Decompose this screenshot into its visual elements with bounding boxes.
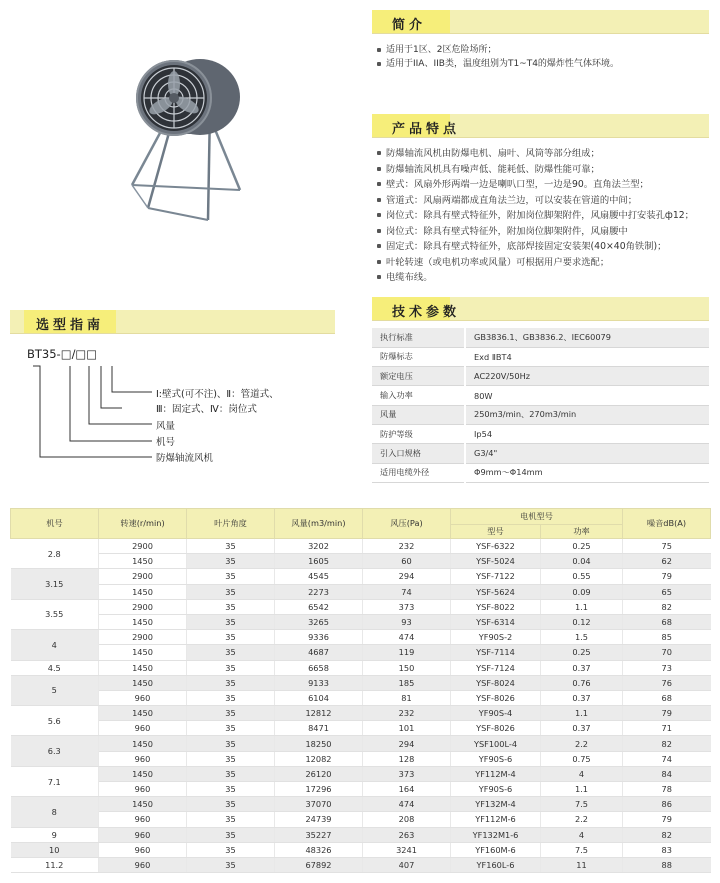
table-row [11, 569, 711, 584]
cell-angle: 35 [187, 569, 275, 584]
guide-label-model: 机号 [156, 437, 176, 448]
cell-flow: 9336 [275, 630, 363, 645]
cell-pressure: 474 [363, 797, 451, 812]
cell-power: 4 [541, 766, 623, 781]
cell-noise: 85 [623, 630, 711, 645]
cell-flow: 35227 [275, 827, 363, 842]
cell-power: 11 [541, 857, 623, 872]
cell-model: 4.5 [11, 660, 99, 675]
table-row [11, 690, 711, 705]
cell-pressure: 101 [363, 721, 451, 736]
cell-type: YSF-6314 [451, 614, 541, 629]
cell-pressure: 474 [363, 630, 451, 645]
col-flow: 风量(m3/min) [275, 509, 363, 539]
cell-model: 5 [11, 675, 99, 705]
cell-speed: 2900 [99, 569, 187, 584]
cell-speed: 960 [99, 690, 187, 705]
cell-noise: 73 [623, 660, 711, 675]
tech-row [372, 405, 709, 424]
table-row [11, 721, 711, 736]
cell-flow: 3265 [275, 614, 363, 629]
cell-power: 0.76 [541, 675, 623, 690]
cell-type: YSF100L-4 [451, 736, 541, 751]
cell-type: YSF-8022 [451, 599, 541, 614]
model-code: BT35-□/□□ [27, 347, 98, 361]
feature-item: 壁式：风扇外形两端一边是喇叭口型，一边是90。直角法兰型； [376, 177, 694, 193]
cell-power: 0.37 [541, 690, 623, 705]
tech-row [372, 367, 709, 386]
cell-power: 0.12 [541, 614, 623, 629]
cell-angle: 35 [187, 721, 275, 736]
cell-pressure: 119 [363, 645, 451, 660]
tech-row [372, 444, 709, 463]
tech-title: 技术参数 [392, 305, 461, 320]
intro-item: 适用于IIA、IIB类，温度组别为T1~T4的爆炸性气体环境。 [376, 57, 619, 71]
cell-noise: 88 [623, 857, 711, 872]
cell-noise: 79 [623, 569, 711, 584]
tech-row [372, 328, 709, 347]
table-row [11, 706, 711, 721]
tech-value: Φ9mm～Φ14mm [465, 463, 709, 482]
cell-model: 6.3 [11, 736, 99, 766]
cell-speed: 1450 [99, 797, 187, 812]
table-row [11, 660, 711, 675]
feature-item: 岗位式：除具有壁式特征外，附加岗位脚架附件，风扇腰中 [376, 224, 694, 240]
cell-power: 0.37 [541, 721, 623, 736]
cell-speed: 960 [99, 827, 187, 842]
cell-type: YF112M-6 [451, 812, 541, 827]
tech-key: 防爆标志 [372, 347, 465, 366]
tech-row [372, 463, 709, 482]
guide-label-flow: 风量 [156, 421, 176, 432]
cell-flow: 37070 [275, 797, 363, 812]
cell-type: YSF-7114 [451, 645, 541, 660]
guide-label-product: 防爆轴流风机 [156, 453, 214, 464]
cell-noise: 79 [623, 706, 711, 721]
tech-key: 风量 [372, 405, 465, 424]
tech-value: Ip54 [465, 424, 709, 443]
cell-noise: 74 [623, 751, 711, 766]
cell-angle: 35 [187, 797, 275, 812]
table-row [11, 857, 711, 872]
cell-speed: 2900 [99, 599, 187, 614]
cell-flow: 48326 [275, 842, 363, 857]
cell-power: 0.25 [541, 539, 623, 554]
tech-value: 80W [465, 386, 709, 405]
cell-speed: 960 [99, 857, 187, 872]
cell-flow: 4687 [275, 645, 363, 660]
cell-speed: 1450 [99, 584, 187, 599]
table-row [11, 827, 711, 842]
cell-angle: 35 [187, 630, 275, 645]
cell-pressure: 407 [363, 857, 451, 872]
cell-angle: 35 [187, 675, 275, 690]
cell-angle: 35 [187, 782, 275, 797]
cell-power: 2.2 [541, 812, 623, 827]
table-row [11, 751, 711, 766]
cell-pressure: 3241 [363, 842, 451, 857]
cell-model: 2.8 [11, 539, 99, 569]
cell-noise: 70 [623, 645, 711, 660]
cell-speed: 2900 [99, 630, 187, 645]
cell-pressure: 373 [363, 766, 451, 781]
tech-key: 执行标准 [372, 328, 465, 347]
cell-noise: 68 [623, 690, 711, 705]
cell-power: 7.5 [541, 797, 623, 812]
cell-pressure: 373 [363, 599, 451, 614]
table-row [11, 782, 711, 797]
cell-type: YSF-5624 [451, 584, 541, 599]
cell-pressure: 128 [363, 751, 451, 766]
cell-type: YF90S-4 [451, 706, 541, 721]
cell-noise: 71 [623, 721, 711, 736]
cell-noise: 79 [623, 812, 711, 827]
cell-flow: 6542 [275, 599, 363, 614]
cell-type: YF90S-6 [451, 751, 541, 766]
col-motor-type: 型号 [451, 525, 541, 539]
tech-value: Exd ⅡBT4 [465, 347, 709, 366]
cell-model: 4 [11, 630, 99, 660]
cell-type: YF90S-6 [451, 782, 541, 797]
cell-power: 1.5 [541, 630, 623, 645]
cell-angle: 35 [187, 554, 275, 569]
cell-angle: 35 [187, 812, 275, 827]
cell-noise: 82 [623, 599, 711, 614]
performance-table-wrap [10, 508, 710, 873]
cell-angle: 35 [187, 660, 275, 675]
cell-flow: 1605 [275, 554, 363, 569]
table-row [11, 554, 711, 569]
cell-type: YSF-8026 [451, 721, 541, 736]
tech-value: GB3836.1、GB3836.2、IEC60079 [465, 328, 709, 347]
cell-model: 11.2 [11, 857, 99, 872]
cell-type: YSF-8026 [451, 690, 541, 705]
feature-item: 防爆轴流风机具有噪声低、能耗低、防爆性能可靠； [376, 162, 694, 178]
tech-value: 250m3/min、270m3/min [465, 405, 709, 424]
guide-label-type-2: Ⅲ：固定式、Ⅳ：岗位式 [156, 404, 257, 415]
cell-noise: 84 [623, 766, 711, 781]
table-row [11, 675, 711, 690]
cell-flow: 26120 [275, 766, 363, 781]
cell-flow: 8471 [275, 721, 363, 736]
cell-speed: 1450 [99, 554, 187, 569]
tech-key: 额定电压 [372, 367, 465, 386]
cell-flow: 12812 [275, 706, 363, 721]
cell-power: 1.1 [541, 706, 623, 721]
tech-key: 适用电缆外径 [372, 463, 465, 482]
cell-power: 4 [541, 827, 623, 842]
tech-header [372, 297, 709, 321]
cell-noise: 82 [623, 736, 711, 751]
table-row [11, 584, 711, 599]
tech-key: 输入功率 [372, 386, 465, 405]
cell-angle: 35 [187, 736, 275, 751]
feature-item: 管道式：风扇两端都成直角法兰边，可以安装在管道的中间； [376, 193, 694, 209]
cell-flow: 12082 [275, 751, 363, 766]
cell-noise: 86 [623, 797, 711, 812]
guide-title: 选型指南 [36, 318, 105, 333]
feature-item: 岗位式：除具有壁式特征外，附加岗位脚架附件，风扇腰中打安装孔ф12； [376, 208, 694, 224]
cell-angle: 35 [187, 614, 275, 629]
col-pressure: 风压(Pa) [363, 509, 451, 539]
cell-type: YSF-6322 [451, 539, 541, 554]
cell-noise: 83 [623, 842, 711, 857]
cell-model: 3.15 [11, 569, 99, 599]
cell-angle: 35 [187, 599, 275, 614]
cell-speed: 1450 [99, 660, 187, 675]
cell-angle: 35 [187, 751, 275, 766]
features-title: 产品特点 [392, 122, 461, 137]
cell-speed: 2900 [99, 539, 187, 554]
cell-model: 10 [11, 842, 99, 857]
tech-value: G3/4" [465, 444, 709, 463]
table-row [11, 630, 711, 645]
cell-power: 0.37 [541, 660, 623, 675]
cell-pressure: 81 [363, 690, 451, 705]
cell-angle: 35 [187, 857, 275, 872]
cell-speed: 1450 [99, 645, 187, 660]
col-angle: 叶片角度 [187, 509, 275, 539]
cell-model: 9 [11, 827, 99, 842]
cell-power: 0.04 [541, 554, 623, 569]
intro-item: 适用于1区、2区危险场所； [376, 43, 619, 57]
cell-flow: 6104 [275, 690, 363, 705]
performance-table-body [11, 539, 711, 873]
cell-flow: 9133 [275, 675, 363, 690]
cell-type: YF160M-6 [451, 842, 541, 857]
cell-speed: 1450 [99, 736, 187, 751]
cell-angle: 35 [187, 584, 275, 599]
cell-pressure: 232 [363, 539, 451, 554]
cell-flow: 6658 [275, 660, 363, 675]
cell-pressure: 232 [363, 706, 451, 721]
col-noise: 噪音dB(A) [623, 509, 711, 539]
tech-params-table [372, 328, 709, 483]
cell-flow: 18250 [275, 736, 363, 751]
tech-row [372, 386, 709, 405]
cell-type: YSF-7124 [451, 660, 541, 675]
cell-speed: 1450 [99, 675, 187, 690]
cell-power: 1.1 [541, 599, 623, 614]
cell-pressure: 208 [363, 812, 451, 827]
cell-speed: 960 [99, 842, 187, 857]
intro-title: 简介 [392, 18, 427, 33]
cell-angle: 35 [187, 690, 275, 705]
cell-type: YF160L-6 [451, 857, 541, 872]
cell-noise: 68 [623, 614, 711, 629]
cell-power: 1.1 [541, 782, 623, 797]
cell-pressure: 164 [363, 782, 451, 797]
cell-power: 0.75 [541, 751, 623, 766]
cell-noise: 76 [623, 675, 711, 690]
cell-noise: 75 [623, 539, 711, 554]
table-row [11, 614, 711, 629]
cell-power: 0.25 [541, 645, 623, 660]
table-row [11, 766, 711, 781]
table-row [11, 736, 711, 751]
cell-pressure: 185 [363, 675, 451, 690]
table-row [11, 812, 711, 827]
cell-power: 0.09 [541, 584, 623, 599]
col-speed: 转速(r/min) [99, 509, 187, 539]
cell-type: YF132M-4 [451, 797, 541, 812]
cell-flow: 4545 [275, 569, 363, 584]
cell-noise: 65 [623, 584, 711, 599]
cell-pressure: 150 [363, 660, 451, 675]
cell-pressure: 93 [363, 614, 451, 629]
cell-type: YF112M-4 [451, 766, 541, 781]
feature-item: 防爆轴流风机由防爆电机、扇叶、风筒等部分组成； [376, 146, 694, 162]
cell-pressure: 60 [363, 554, 451, 569]
table-row [11, 797, 711, 812]
table-row [11, 842, 711, 857]
cell-power: 0.55 [541, 569, 623, 584]
cell-speed: 1450 [99, 614, 187, 629]
guide-label-type: Ⅰ:壁式(可不注)、Ⅱ：管道式、 [156, 389, 279, 400]
cell-speed: 960 [99, 751, 187, 766]
tech-row [372, 424, 709, 443]
cell-pressure: 74 [363, 584, 451, 599]
cell-flow: 67892 [275, 857, 363, 872]
table-row [11, 645, 711, 660]
cell-angle: 35 [187, 539, 275, 554]
cell-angle: 35 [187, 827, 275, 842]
cell-flow: 2273 [275, 584, 363, 599]
cell-noise: 78 [623, 782, 711, 797]
cell-type: YSF-8024 [451, 675, 541, 690]
feature-item: 固定式：除具有壁式特征外，底部焊接固定安装架(40×40角铁制)； [376, 239, 694, 255]
col-motor: 电机型号 [451, 509, 623, 525]
col-motor-power: 功率 [541, 525, 623, 539]
cell-type: YF90S-2 [451, 630, 541, 645]
tech-row [372, 347, 709, 366]
cell-speed: 1450 [99, 766, 187, 781]
cell-pressure: 263 [363, 827, 451, 842]
cell-speed: 960 [99, 782, 187, 797]
cell-noise: 62 [623, 554, 711, 569]
cell-angle: 35 [187, 842, 275, 857]
cell-power: 2.2 [541, 736, 623, 751]
feature-item: 叶轮转速（或电机功率或风量）可根据用户要求选配； [376, 255, 694, 271]
cell-speed: 960 [99, 812, 187, 827]
cell-model: 3.55 [11, 599, 99, 629]
cell-noise: 82 [623, 827, 711, 842]
cell-power: 7.5 [541, 842, 623, 857]
cell-angle: 35 [187, 706, 275, 721]
cell-flow: 17296 [275, 782, 363, 797]
cell-flow: 24739 [275, 812, 363, 827]
cell-speed: 1450 [99, 706, 187, 721]
performance-table [10, 508, 711, 873]
cell-pressure: 294 [363, 569, 451, 584]
cell-angle: 35 [187, 645, 275, 660]
cell-model: 7.1 [11, 766, 99, 796]
cell-model: 5.6 [11, 706, 99, 736]
tech-key: 引入口规格 [372, 444, 465, 463]
cell-angle: 35 [187, 766, 275, 781]
cell-model: 8 [11, 797, 99, 827]
tech-key: 防护等级 [372, 424, 465, 443]
tech-value: AC220V/50Hz [465, 367, 709, 386]
feature-item: 电缆布线。 [376, 270, 694, 286]
cell-type: YF132M1-6 [451, 827, 541, 842]
cell-pressure: 294 [363, 736, 451, 751]
cell-speed: 960 [99, 721, 187, 736]
cell-type: YSF-5024 [451, 554, 541, 569]
table-row [11, 599, 711, 614]
col-model: 机号 [11, 509, 99, 539]
cell-flow: 3202 [275, 539, 363, 554]
table-row [11, 539, 711, 554]
cell-type: YSF-7122 [451, 569, 541, 584]
